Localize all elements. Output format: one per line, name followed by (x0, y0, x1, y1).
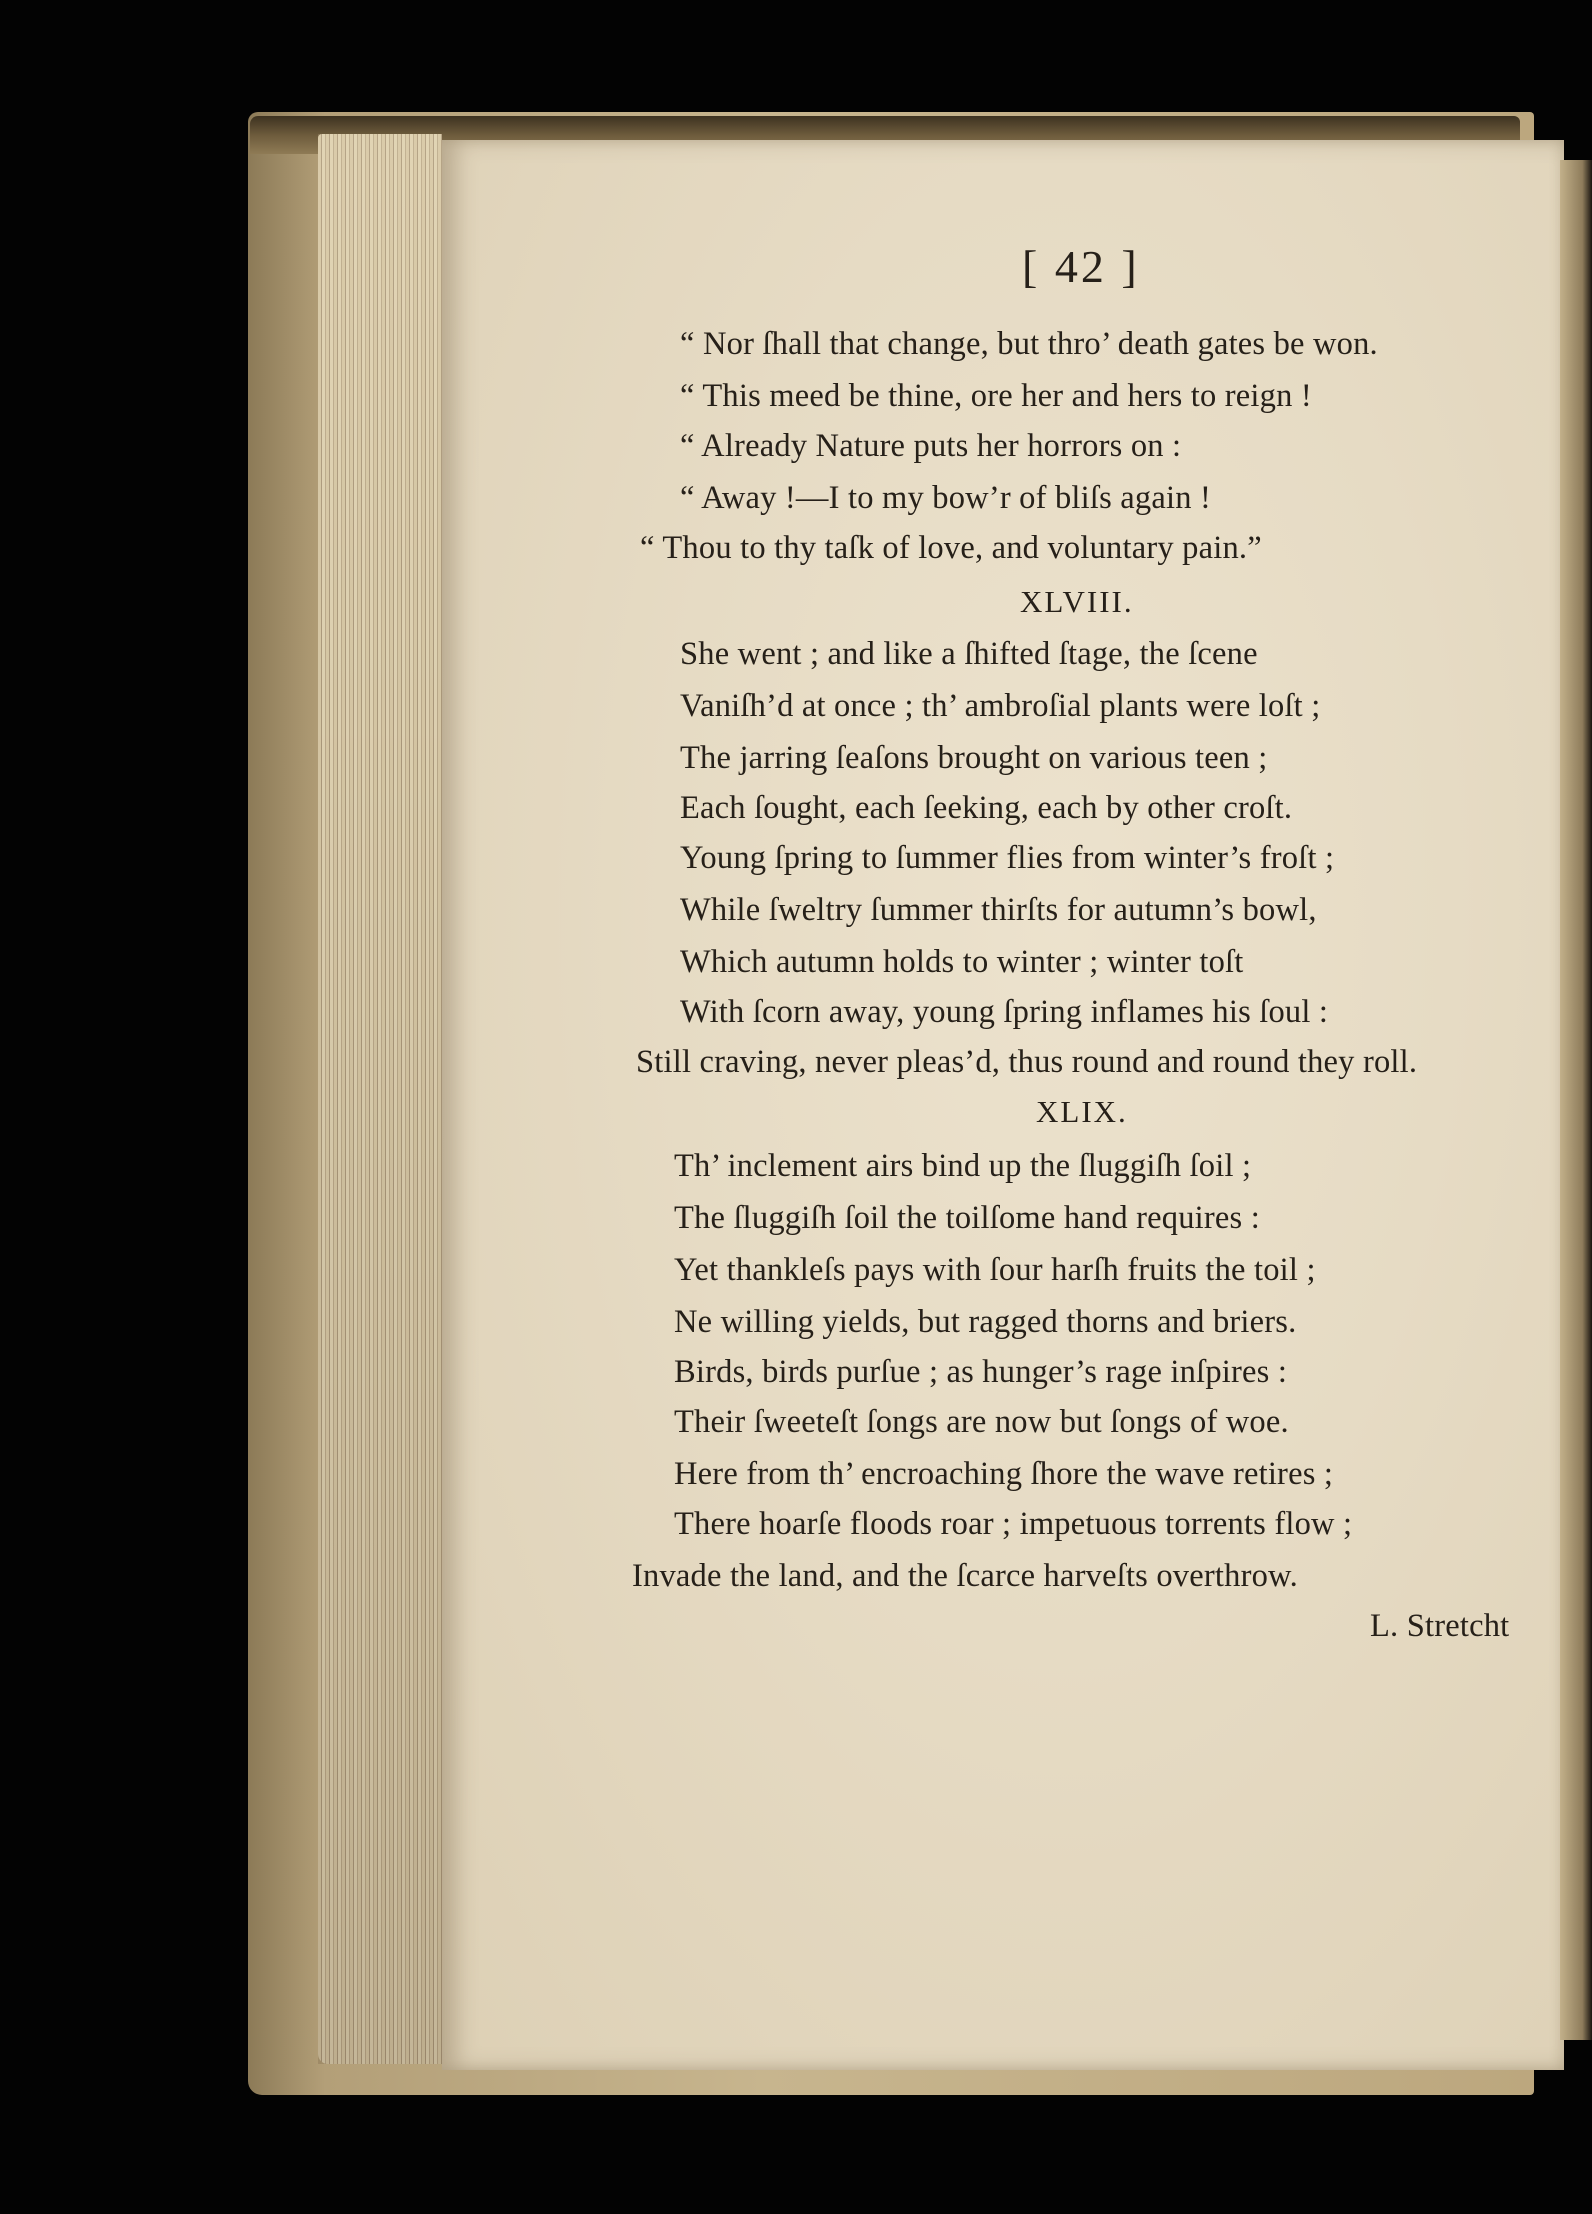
verse-line: Birds, birds purſue ; as hunger’s rage inſpires : (674, 1354, 1288, 1390)
catchword: L. Stretcht (1370, 1608, 1510, 1644)
page-number: [ 42 ] (1022, 241, 1140, 292)
verse-line: “ Nor ſhall that change, but thro’ death gates be won. (680, 326, 1378, 362)
verse-line: “ This meed be thine, ore her and hers to reign ! (680, 378, 1312, 414)
verse-line: With ſcorn away, young ſpring inflames his ſoul : (680, 994, 1329, 1030)
verse-line: Invade the land, and the ſcarce harveſts overthrow. (632, 1558, 1298, 1594)
verse-line: “ Thou to thy taſk of love, and voluntary pain.” (640, 530, 1262, 566)
stanza-numeral: XLIX. (1036, 1094, 1128, 1129)
facing-page-edge (1560, 160, 1592, 2040)
verse-line: Yet thankleſs pays with ſour harſh fruits the toil ; (674, 1252, 1316, 1288)
verse-line: Th’ inclement airs bind up the ſluggiſh ſoil ; (674, 1148, 1252, 1184)
verse-line: The jarring ſeaſons brought on various teen ; (680, 740, 1268, 776)
verse-line: Young ſpring to ſummer flies from winter’s froſt ; (680, 840, 1335, 876)
verse-line: The ſluggiſh ſoil the toilſome hand requires : (674, 1200, 1260, 1236)
verse-line: Vaniſh’d at once ; th’ ambroſial plants were loſt ; (680, 688, 1321, 724)
verse-line: Still craving, never pleas’d, thus round and round they roll. (636, 1044, 1418, 1080)
verse-line: Each ſought, each ſeeking, each by other croſt. (680, 790, 1293, 826)
verse-line: “ Away !—I to my bow’r of bliſs again ! (680, 480, 1212, 516)
verse-line: She went ; and like a ſhifted ſtage, the ſcene (680, 636, 1258, 672)
verse-line: Their ſweeteſt ſongs are now but ſongs of woe. (674, 1404, 1289, 1440)
verse-line: While ſweltry ſummer thirſts for autumn’s bowl, (680, 892, 1317, 928)
verse-line: There hoarſe floods roar ; impetuous torrents flow ; (674, 1506, 1353, 1542)
verse-line: Which autumn holds to winter ; winter toſt (680, 944, 1244, 980)
verse-line: Ne willing yields, but ragged thorns and briers. (674, 1304, 1297, 1340)
stanza-numeral: XLVIII. (1020, 584, 1134, 619)
verse-line: Here from th’ encroaching ſhore the wave retires ; (674, 1456, 1334, 1492)
verse-line: “ Already Nature puts her horrors on : (680, 428, 1182, 464)
